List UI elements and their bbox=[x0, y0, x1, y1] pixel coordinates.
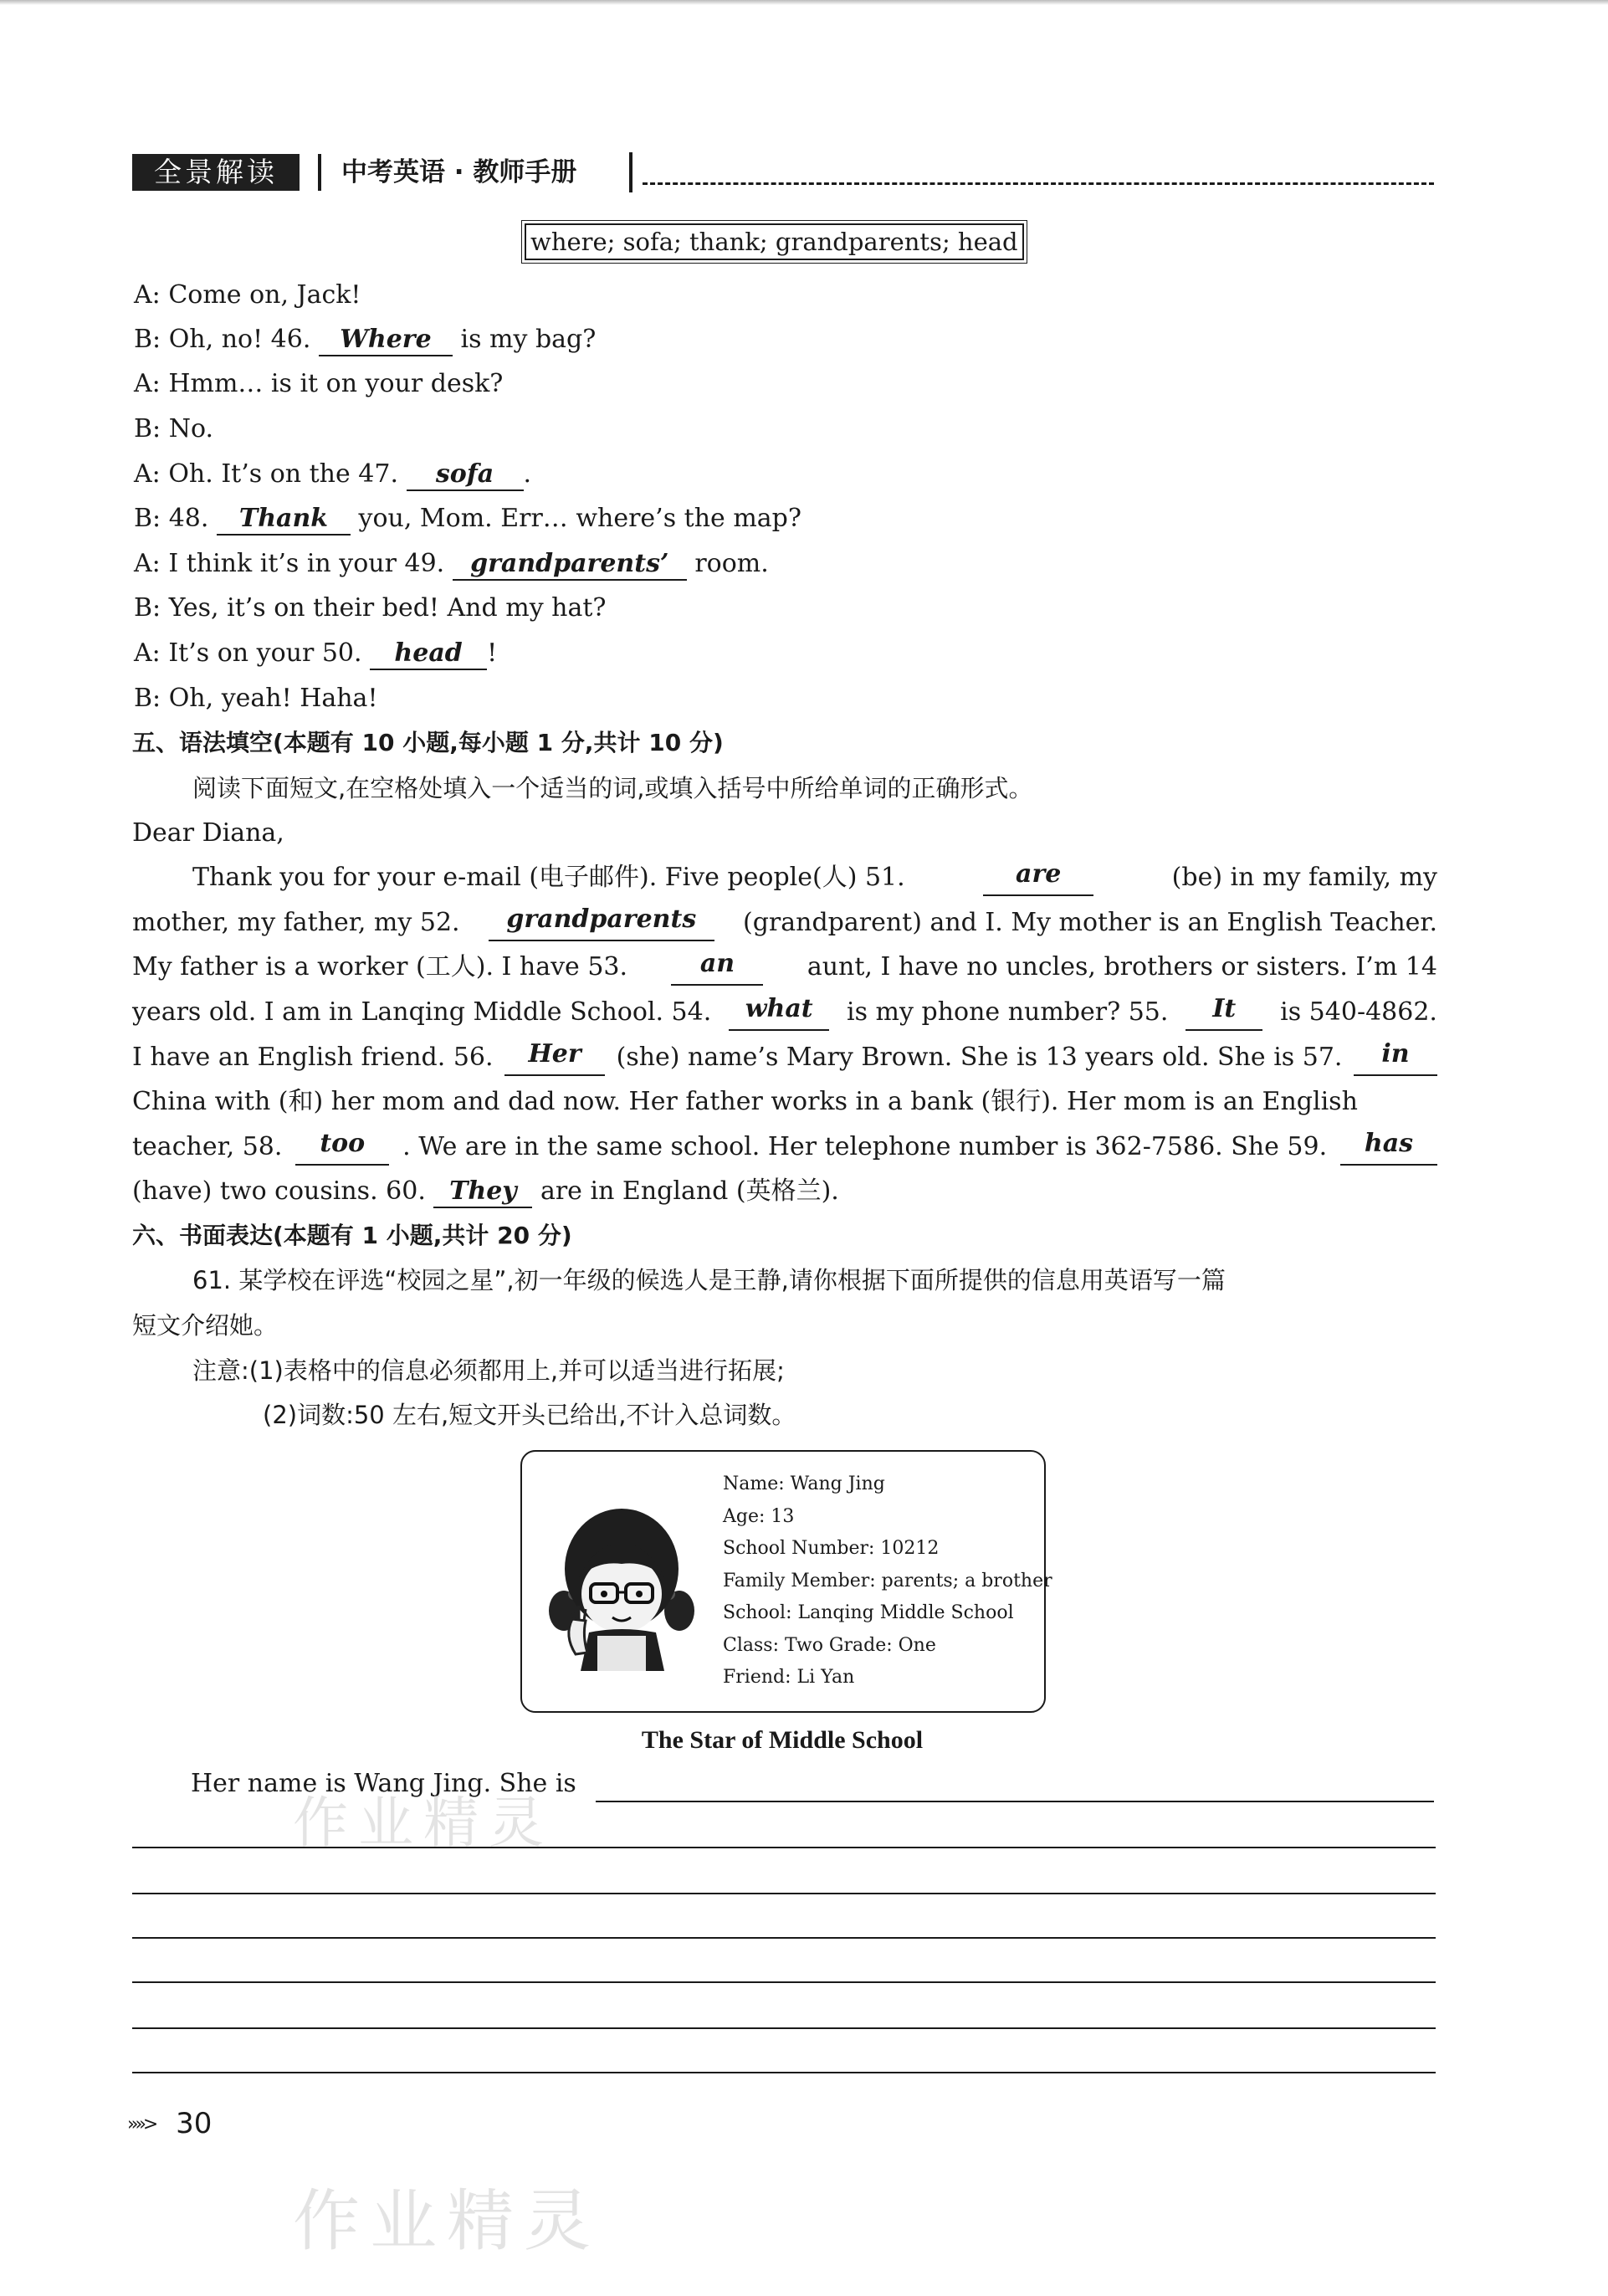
passage-line: mother, my father, my 52. grandparents (grandparent) and I. My mother is an English Teacher. bbox=[132, 905, 1437, 941]
answer-46: Where bbox=[319, 325, 453, 356]
page-number: »»> 30 bbox=[127, 2107, 213, 2140]
letter-salutation: Dear Diana, bbox=[132, 818, 284, 848]
word-bank-box: where; sofa; thank; grandparents; head bbox=[525, 223, 1024, 260]
dialogue-line: B: No. bbox=[134, 414, 214, 443]
answer-48: Thank bbox=[217, 504, 351, 536]
passage-line: (have) two cousins. 60. They are in England (英格兰). bbox=[132, 1173, 839, 1210]
student-info-card bbox=[520, 1450, 1052, 1713]
card-school: School: Lanqing Middle School bbox=[723, 1602, 1014, 1623]
book-brand-label: 全景解读 bbox=[132, 154, 300, 191]
dialogue-line: B: Yes, it’s on their bed! And my hat? bbox=[134, 593, 607, 623]
answer-56: Her bbox=[504, 1039, 605, 1076]
dialogue-line: A: Oh. It’s on the 47. sofa . bbox=[134, 456, 531, 493]
card-age: Age: 13 bbox=[723, 1505, 795, 1527]
header-divider bbox=[629, 152, 632, 192]
passage-line: teacher, 58. too . We are in the same school. Her telephone number is 362-7586. She 59. has bbox=[132, 1129, 1437, 1166]
answer-54: what bbox=[729, 994, 829, 1031]
card-info-list bbox=[723, 1468, 1052, 1694]
dialogue-line: A: I think it’s in your 49. grandparents’ room. bbox=[134, 546, 769, 582]
writing-line bbox=[596, 1801, 1434, 1802]
scan-top-edge bbox=[0, 0, 1608, 5]
passage-line: years old. I am in Lanqing Middle School. 54. what is my phone number? 55. It is 540-4862. bbox=[132, 994, 1437, 1031]
dialogue-line: B: Oh, yeah! Haha! bbox=[134, 684, 378, 713]
dialogue-line: A: It’s on your 50. head ! bbox=[134, 635, 497, 672]
dialogue-line: B: Oh, no! 46. Where is my bag? bbox=[134, 321, 596, 358]
writing-line bbox=[132, 1981, 1436, 1983]
essay-title: The Star of Middle School bbox=[641, 1726, 924, 1754]
header-divider bbox=[318, 154, 321, 191]
card-class-grade: Class: Two Grade: One bbox=[723, 1634, 936, 1656]
answer-57: in bbox=[1354, 1039, 1437, 1076]
answer-60: They bbox=[433, 1176, 532, 1208]
writing-line bbox=[132, 2072, 1436, 2073]
dialogue-line: A: Hmm… is it on your desk? bbox=[134, 369, 504, 398]
passage-line: Thank you for your e-mail (电子邮件). Five people(人) 51. are (be) in my family, my bbox=[192, 859, 1437, 896]
passage-line: China with (和) her mom and dad now. Her father works in a bank (银行). Her mom is an English bbox=[132, 1087, 1358, 1116]
writing-line bbox=[132, 1937, 1436, 1939]
chevron-arrows-icon: »»> bbox=[127, 2114, 156, 2135]
header-dashed-rule bbox=[643, 182, 1434, 185]
answer-47: sofa bbox=[407, 459, 524, 491]
answer-50: head bbox=[370, 638, 487, 670]
passage-line: I have an English friend. 56. Her (she) name’s Mary Brown. She is 13 years old. She is 57. in bbox=[132, 1039, 1437, 1076]
section-5-heading: 五、语法填空(本题有 10 小题,每小题 1 分,共计 10 分) bbox=[132, 729, 724, 756]
answer-53: an bbox=[671, 949, 763, 986]
answer-52: grandparents bbox=[489, 905, 714, 941]
answer-59: has bbox=[1340, 1129, 1437, 1166]
note-1: 注意:(1)表格中的信息必须都用上,并可以适当进行拓展; bbox=[192, 1356, 785, 1385]
answer-58: too bbox=[295, 1129, 389, 1166]
card-name: Name: Wang Jing bbox=[723, 1473, 885, 1494]
watermark: 作业精灵 bbox=[293, 1791, 554, 1855]
card-school-number: School Number: 10212 bbox=[723, 1538, 940, 1559]
girl-avatar-icon bbox=[539, 1494, 706, 1678]
note-2: (2)词数:50 左右,短文开头已给出,不计入总词数。 bbox=[263, 1401, 796, 1429]
section-5-instruction: 阅读下面短文,在空格处填入一个适当的词,或填入括号中所给单词的正确形式。 bbox=[192, 774, 1033, 802]
writing-line bbox=[132, 1893, 1436, 1894]
dialogue-line: A: Come on, Jack! bbox=[134, 280, 361, 310]
question-61-prompt: 61. 某学校在评选“校园之星”,初一年级的候选人是王静,请你根据下面所提供的信息用英语写一篇 bbox=[192, 1266, 1226, 1294]
answer-51: are bbox=[983, 859, 1093, 896]
watermark: 作业精灵 bbox=[293, 2182, 601, 2260]
answer-49: grandparents’ bbox=[453, 549, 687, 581]
question-61-prompt-cont: 短文介绍她。 bbox=[132, 1311, 279, 1340]
book-series-title: 中考英语 · 教师手册 bbox=[341, 157, 577, 187]
answer-55: It bbox=[1186, 994, 1262, 1031]
card-friend: Friend: Li Yan bbox=[723, 1667, 855, 1688]
card-family: Family Member: parents; a brother bbox=[723, 1570, 1052, 1591]
dialogue-line: B: 48. Thank you, Mom. Err… where’s the map? bbox=[134, 500, 801, 537]
section-6-heading: 六、书面表达(本题有 1 小题,共计 20 分) bbox=[132, 1222, 572, 1249]
essay-starter: Her name is Wang Jing. She is bbox=[191, 1769, 576, 1798]
passage-line: My father is a worker (工人). I have 53. an aunt, I have no uncles, brothers or sisters. I’m 14 bbox=[132, 949, 1437, 986]
writing-line bbox=[132, 2027, 1436, 2029]
